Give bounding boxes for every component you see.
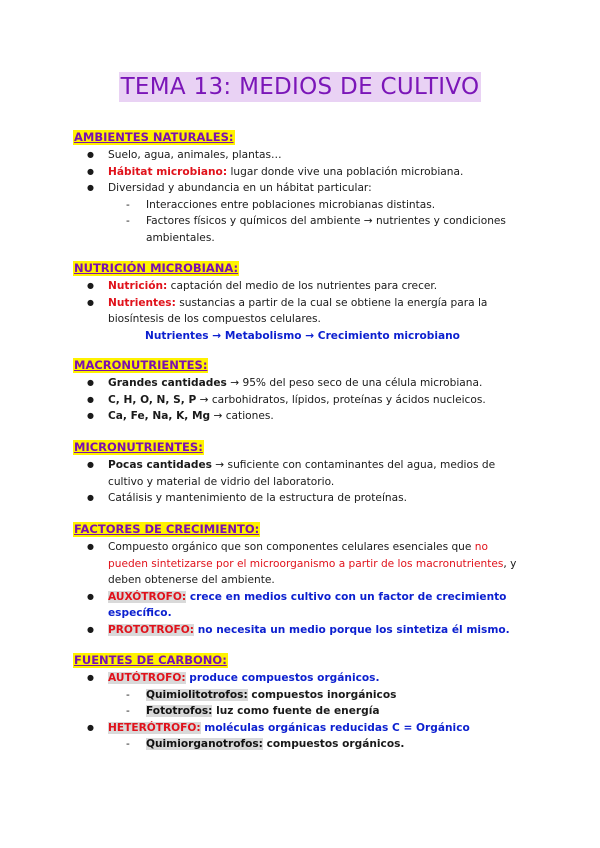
flow-line: Nutrientes → Metabolismo → Crecimiento microbiano xyxy=(145,329,460,342)
sub-list-item: - Quimiorganotrofos: compuestos orgánicos. xyxy=(73,736,470,753)
section-factores xyxy=(73,518,516,638)
list-item: ● Pocas cantidades → suficiente con contaminantes del agua, medios de xyxy=(73,457,495,474)
section-header: FACTORES DE CRECIMIENTO: xyxy=(74,522,260,536)
section-fuentes-carbono xyxy=(73,649,470,753)
list-item-continuation: pueden sintetizarse por el microorganismo a partir de los macronutrientes, y xyxy=(108,557,517,570)
list-item: ● AUTÓTROFO: produce compuestos orgánicos. xyxy=(73,670,470,687)
list-item-continuation: ambientales. xyxy=(146,231,215,244)
sub-list-item: - Quimiolitotrofos: compuestos inorgánicos xyxy=(73,687,470,704)
section-ambientes xyxy=(73,126,506,246)
list-item: ● PROTOTROFO: no necesita un medio porque los sintetiza él mismo. xyxy=(73,622,516,639)
sub-list-item: - Fototrofos: luz como fuente de energía xyxy=(73,703,470,720)
section-header: FUENTES DE CARBONO: xyxy=(74,653,227,667)
list-item-continuation: cultivo y material de vidrio del laboratorio. xyxy=(108,475,335,488)
sub-list-item: - Factores físicos y químicos del ambiente → nutrientes y condiciones xyxy=(73,213,506,230)
list-item: ● Hábitat microbiano: lugar donde vive una población microbiana. xyxy=(73,164,506,181)
section-nutricion xyxy=(73,257,487,344)
list-item: ● C, H, O, N, S, P → carbohidratos, lípidos, proteínas y ácidos nucleicos. xyxy=(73,392,486,409)
section-micronutrientes xyxy=(73,436,495,507)
section-macronutrientes xyxy=(73,354,486,425)
list-item: ● AUXÓTROFO: crece en medios cultivo con un factor de crecimiento xyxy=(73,589,516,606)
list-item: ● HETERÓTROFO: moléculas orgánicas reducidas C = Orgánico xyxy=(73,720,470,737)
list-item: ● Compuesto orgánico que son componentes celulares esenciales que no xyxy=(73,539,516,556)
title-wrap xyxy=(0,72,600,102)
section-header: MACRONUTRIENTES: xyxy=(74,358,208,372)
list-item: ● Grandes cantidades → 95% del peso seco de una célula microbiana. xyxy=(73,375,486,392)
list-item-continuation: deben obtenerse del ambiente. xyxy=(108,574,275,586)
section-header: MICRONUTRIENTES: xyxy=(74,440,203,454)
list-item: ● Diversidad y abundancia en un hábitat particular: xyxy=(73,180,506,197)
list-item-continuation: biosíntesis de los compuestos celulares. xyxy=(108,313,321,325)
section-header: NUTRICIÓN MICROBIANA: xyxy=(74,261,239,275)
list-item-continuation: específico. xyxy=(108,607,172,619)
page-title: TEMA 13: MEDIOS DE CULTIVO xyxy=(120,74,480,100)
list-item: ● Catálisis y mantenimiento de la estructura de proteínas. xyxy=(73,490,495,507)
section-header: AMBIENTES NATURALES: xyxy=(74,130,234,144)
list-item: ● Suelo, agua, animales, plantas… xyxy=(73,147,506,164)
list-item: ● Nutrición: captación del medio de los nutrientes para crecer. xyxy=(73,278,487,295)
list-item: ● Nutrientes: sustancias a partir de la cual se obtiene la energía para la xyxy=(73,295,487,312)
sub-list-item: - Interacciones entre poblaciones microbianas distintas. xyxy=(73,197,506,214)
list-item: ● Ca, Fe, Na, K, Mg → cationes. xyxy=(73,408,486,425)
